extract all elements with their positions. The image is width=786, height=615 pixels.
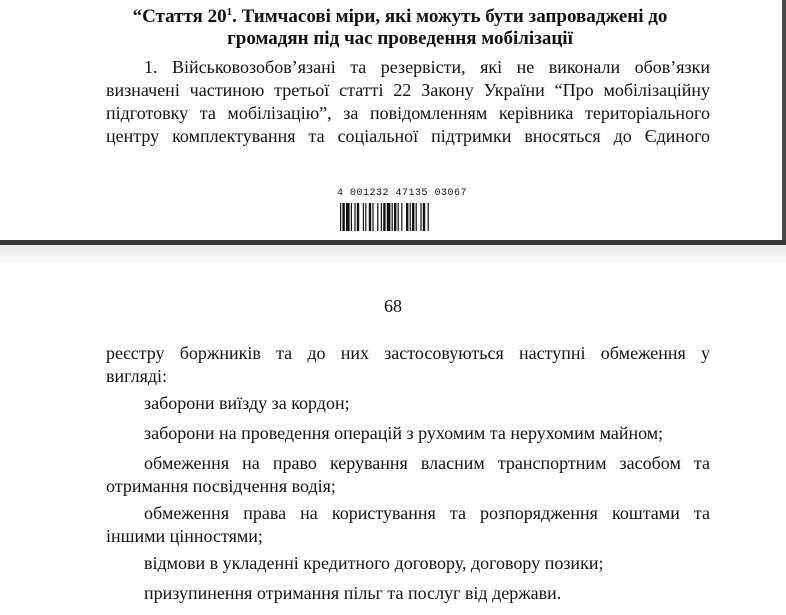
intro-line-2: вигляді: <box>106 366 168 386</box>
barcode-bar <box>387 203 391 231</box>
page-number: 68 <box>384 296 402 316</box>
page-separator <box>0 240 786 262</box>
article-title-line1-rest: . Тимчасові міри, які можуть бути запроваджені до <box>232 6 668 27</box>
restriction-item-4-line-1: обмеження права на користування та розпорядження коштами та <box>144 503 710 523</box>
barcode-bar <box>401 203 402 231</box>
barcode-bar <box>410 203 411 231</box>
paragraph-line-1: 1. Військовозобов’язані та резервісти, які не виконали обов’язки <box>144 57 710 77</box>
barcode-bar <box>416 203 417 231</box>
restriction-item-4-line-2: іншими цінностями; <box>106 526 263 546</box>
barcode <box>337 188 487 199</box>
restriction-item-6: призупинення отримання пільг та послуг від держави. <box>144 583 562 603</box>
paragraph-line-3: підготовку та мобілізацію”, за повідомленням керівника територіального <box>106 103 710 123</box>
barcode-bar <box>351 203 352 231</box>
barcode-bar <box>381 203 382 231</box>
barcode-bar <box>363 203 364 231</box>
barcode-digits: 4 001232 47135 03067 <box>337 188 468 199</box>
restriction-item-3-line-2: отримання посвідчення водія; <box>106 476 336 496</box>
barcode-bar <box>357 203 359 231</box>
document-page-bottom <box>0 262 786 615</box>
barcode-bar <box>372 203 373 231</box>
barcode-bar <box>406 203 408 231</box>
paragraph-line-4: центру комплектування та соціальної підтримки вносяться до Єдиного <box>106 126 710 146</box>
barcode-bar <box>383 203 385 231</box>
barcode-bar <box>346 203 350 231</box>
restriction-item-2: заборони на проведення операцій з рухомим та нерухомим майном; <box>144 423 664 443</box>
barcode-bar <box>365 203 366 231</box>
barcode-bar <box>377 203 378 231</box>
barcode-bar <box>394 203 396 231</box>
barcode-bars <box>340 203 484 231</box>
barcode-bar <box>392 203 393 231</box>
barcode-bar <box>342 203 344 231</box>
barcode-bar <box>423 203 425 231</box>
barcode-bar <box>412 203 414 231</box>
restriction-item-1: заборони виїзду за кордон; <box>144 393 350 413</box>
barcode-bar <box>340 203 341 231</box>
barcode-bar <box>428 203 429 231</box>
paragraph-line-2: визначені частиною третьої статті 22 Закону України “Про мобілізаційну <box>106 80 710 100</box>
article-title <box>100 6 700 50</box>
restriction-item-3-line-1: обмеження на право керування власним транспортним засобом та <box>144 453 710 473</box>
document-page-top <box>0 0 786 240</box>
intro-line-1: реєстру боржників та до них застосовуються наступні обмеження у <box>106 343 710 363</box>
article-title-line2: громадян під час проведення мобілізації <box>227 28 573 49</box>
restriction-item-5: відмови в укладенні кредитного договору, договору позики; <box>144 553 604 573</box>
article-title-superscript: 1 <box>226 6 233 18</box>
barcode-bar <box>398 203 399 231</box>
barcode-bar <box>354 203 355 231</box>
barcode-bar <box>420 203 421 231</box>
page-edge-shadow <box>782 0 786 240</box>
barcode-bar <box>369 203 371 231</box>
article-title-prefix: “Стаття 20 <box>132 6 227 27</box>
